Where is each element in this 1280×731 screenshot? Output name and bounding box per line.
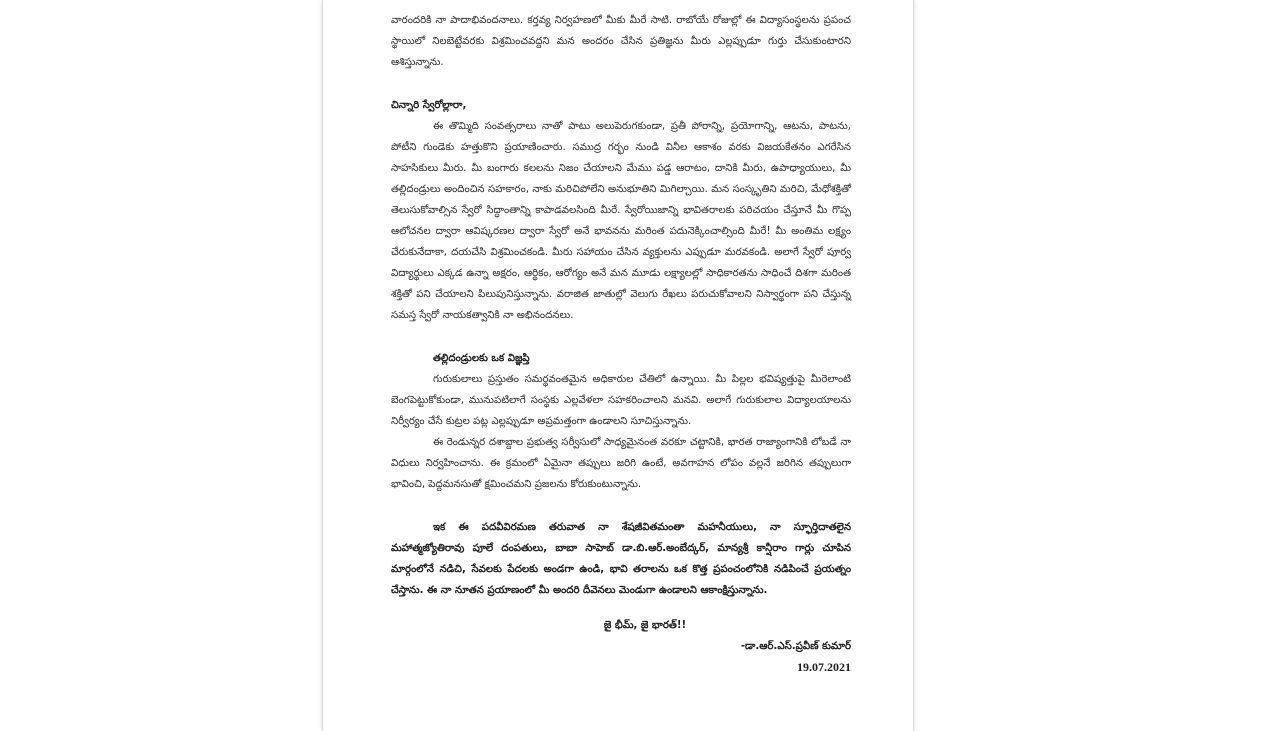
heading-friends: చిన్నారి స్వేరోల్లారా, <box>391 100 467 111</box>
document-page <box>322 0 914 731</box>
signature: -డా.ఆర్.ఎస్.ప్రవీణ్ కుమార్ <box>740 641 851 652</box>
paragraph-parents-1: గురుకులాలు ప్రస్తుతం సమర్థవంతమైన అధికారుల చేతిలో ఉన్నాయి. మీ పిల్లల భవిష్యత్తుపై మీరెలాంటి బెంగపెట్టుకోకుండా, మునుపటిలాగే సంస్థకు ఎల్లవేళలా సహకరించాలని మనవి. అలాగే గురుకులాల విద్యాలయాలను నిర్వీర్యం చేసే కుట్రల పట్ల ఎల్లప్పుడూ అప్రమత్తంగా ఉండాలని సూచిస్తున్నాను. <box>391 374 851 427</box>
heading-parents: తల్లిదండ్రులకు ఒక విజ్ఞప్తి <box>433 353 530 364</box>
document-body <box>391 10 851 678</box>
paragraph-friends: ఈ తొమ్మిది సంవత్సరాలు నాతో పాటు అలుపెరుగకుండా, ప్రతీ పోరాన్ని, ప్రయోగాన్ని, ఆటను, పాటను, పోటీని గుండెకు హత్తుకొని ప్రయాణించారు. సముద్ర గర్భం నుండి వినీల ఆకాశం వరకు విజయకేతనం ఎగరేసిన సాహసికులు మీరు. మీ బంగారు కలలను నిజం చేయాలని మేము పడ్డ ఆరాటం, దానికి మీరు, ఉపాధ్యాయులు, మీ తల్లిదండ్రులు అందించిన సహకారం, నాకు మరిచిపోలేని అనుభూతిని మిగిల్చాయి. మన సంస్కృతిని మరిచి, మేధోశక్తితో తెలుసుకోవాల్సిన స్వేరో సిద్ధాంతాన్ని కాపాడవలసింది మీరే. స్వేరోయిజాన్ని భావితరాలకు పరిచయం చేస్తూనే మీ గొప్ప ఆలోచనల ద్వారా ఆవిష్కరణల ద్వారా స్వేరో అనే భావనను మరింత పదునెక్కించాల్సింది మీరే! మీ అంతిమ లక్ష్యం చేరుకునేదాకా, దయచేసి విశ్రమించకండి. మీరు సహాయం చేసిన వ్యక్తులను ఎప్పుడూ మరవకండి. అలాగే స్వేరో పూర్వ విద్యార్థులు ఎక్కడ ఉన్నా అక్షరం, ఆర్థికం, ఆరోగ్యం అనే మన మూడు లక్ష్యాలల్లో సాధికారతను సాధించే దిశగా మరింత శక్తితో పని చేయాలని పిలుపునిస్తున్నాను. వరాజిత జాతుల్లో వెలుగు రేఖలు పరుచుకోవాలని నిస్వార్థంగా పని చేస్తున్న సమస్త స్వేరో నాయకత్వానికి నా అభినందనలు. <box>391 121 851 321</box>
paragraph-closing: ఇక ఈ పదవీవిరమణ తరువాత నా శేషజీవితమంతా మహనీయులు, నా స్ఫూర్తిదాతలైన మహాత్మజ్యోతిరావు పూలే దంపతులు, బాబా సాహెబ్ డా.బి.ఆర్.అంబేద్కర్, మాన్యశ్రీ కాన్షీరాం గార్లు చూపిన మార్గంలోనే నడిచి, సేవలకు పేదలకు అండగా ఉండి, భావి తరాలను ఒక కొత్త ప్రపంచంలోనికి నడిపించే ప్రయత్నం చేస్తాను. ఈ నా నూతన ప్రయాణంలో మీ అందరి దీవెనలు మెండుగా ఉండాలని ఆకాంక్షిస్తున్నాను. <box>391 522 851 596</box>
document-date: 19.07.2021 <box>797 660 851 674</box>
slogan: జై భీమ్, జై భారత్!! <box>603 620 687 631</box>
paragraph-parents-2: ఈ రెండున్నర దశాబ్దాల ప్రభుత్వ సర్వీసులో సాధ్యమైనంత వరకూ చట్టానికి, భారత రాజ్యాంగానికి లోబడే నా విధులు నిర్వహించాను. ఈ క్రమంలో ఏమైనా తప్పులు జరిగి ఉంటే, అవగాహన లోపం వల్లనే జరిగిన తప్పులుగా భావించి, పెద్దమనసుతో క్షమించమని ప్రజలను కోరుకుంటున్నాను. <box>391 437 851 490</box>
paragraph-intro: వారందరికి నా పాదాభివందనాలు. కర్తవ్య నిర్వహణలో మీకు మీరే సాటి. రాబోయే రోజుల్లో ఈ విద్యాసంస్థలను ప్రపంచ స్థాయిలో నిలబెట్టేవరకు విశ్రమించవద్దని మన అందరం చేసిన ప్రతిజ్ఞను మీరు ఎల్లప్పుడూ గుర్తు చేసుకుంటారని ఆశిస్తున్నాను. <box>391 15 851 68</box>
